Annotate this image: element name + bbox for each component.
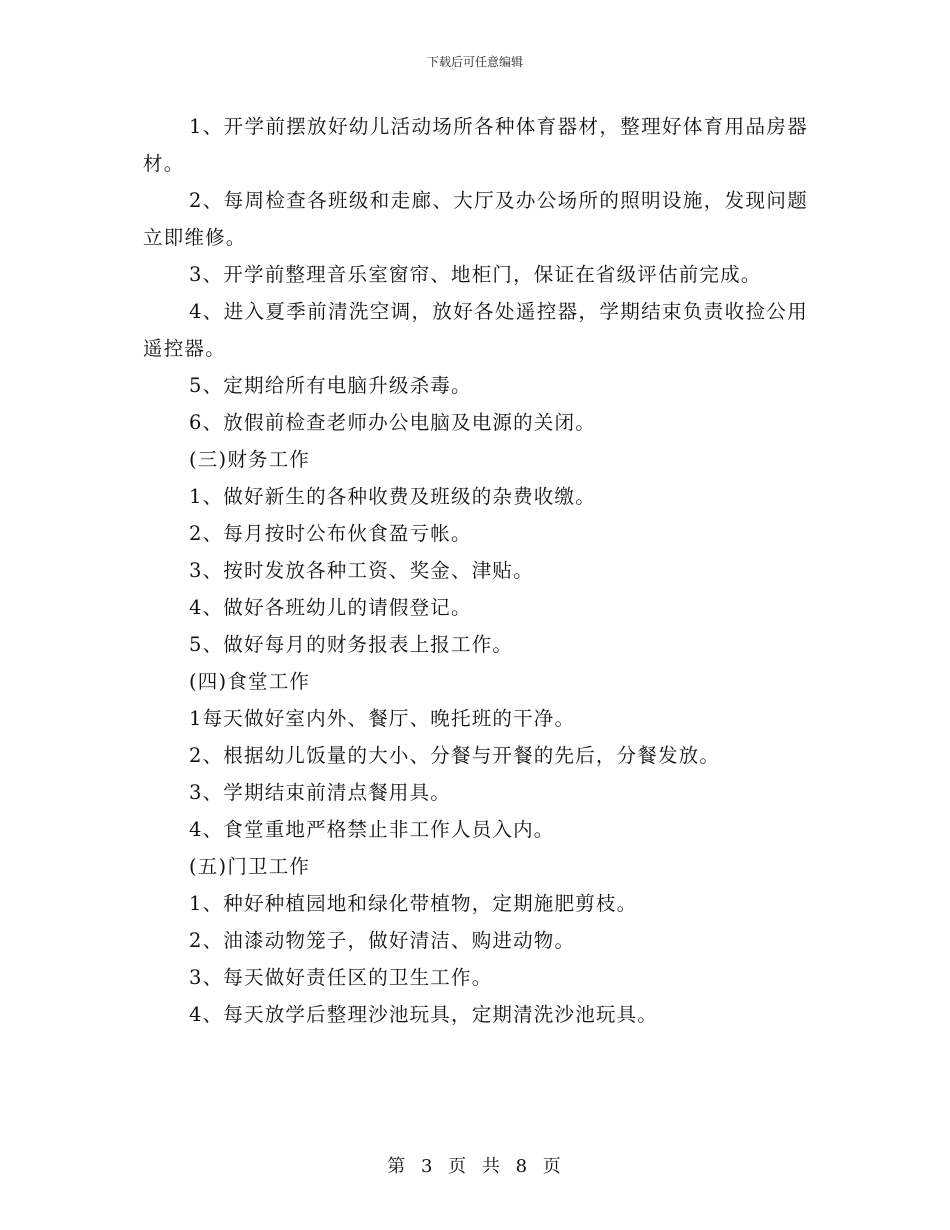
section-heading: (五)门卫工作 — [189, 855, 311, 878]
section-heading: (三)财务工作 — [189, 448, 311, 471]
paragraph: 2、根据幼儿饭量的大小、分餐与开餐的先后，分餐发放。 — [189, 744, 721, 767]
paragraph: 3、每天做好责任区的卫生工作。 — [189, 966, 493, 989]
paragraph: 3、学期结束前清点餐用具。 — [189, 781, 452, 804]
paragraph: 4、进入夏季前清洗空调，放好各处遥控器，学期结束负责收捡公用遥控器。 — [143, 300, 808, 360]
section-heading: (四)食堂工作 — [189, 670, 311, 693]
header-note: 下载后可任意编辑 — [426, 55, 523, 69]
page-number: 第 3 页 共 8 页 — [387, 1156, 563, 1177]
paragraph: 4、食堂重地严格禁止非工作人员入内。 — [189, 818, 555, 841]
paragraph: 6、放假前检查老师办公电脑及电源的关闭。 — [189, 411, 596, 434]
paragraph: 1、开学前摆放好幼儿活动场所各种体育器材，整理好体育用品房器材。 — [143, 115, 808, 175]
paragraph: 1、种好种植园地和绿化带植物，定期施肥剪枝。 — [189, 892, 638, 915]
paragraph: 5、做好每月的财务报表上报工作。 — [189, 633, 514, 656]
paragraph: 1每天做好室内外、餐厅、晚托班的干净。 — [189, 707, 576, 730]
paragraph: 2、油漆动物笼子，做好清洁、购进动物。 — [189, 929, 576, 952]
paragraph: 2、每月按时公布伙食盈亏帐。 — [189, 522, 472, 545]
paragraph: 4、做好各班幼儿的请假登记。 — [189, 596, 472, 619]
paragraph: 4、每天放学后整理沙池玩具，定期清洗沙池玩具。 — [189, 1003, 659, 1026]
paragraph: 3、按时发放各种工资、奖金、津贴。 — [189, 559, 534, 582]
paragraph: 5、定期给所有电脑升级杀毒。 — [189, 374, 472, 397]
paragraph: 1、做好新生的各种收费及班级的杂费收缴。 — [189, 485, 596, 508]
paragraph: 3、开学前整理音乐室窗帘、地柜门，保证在省级评估前完成。 — [189, 263, 762, 286]
paragraph: 2、每周检查各班级和走廊、大厅及办公场所的照明设施，发现问题立即维修。 — [143, 189, 808, 249]
document-body — [143, 108, 808, 1033]
